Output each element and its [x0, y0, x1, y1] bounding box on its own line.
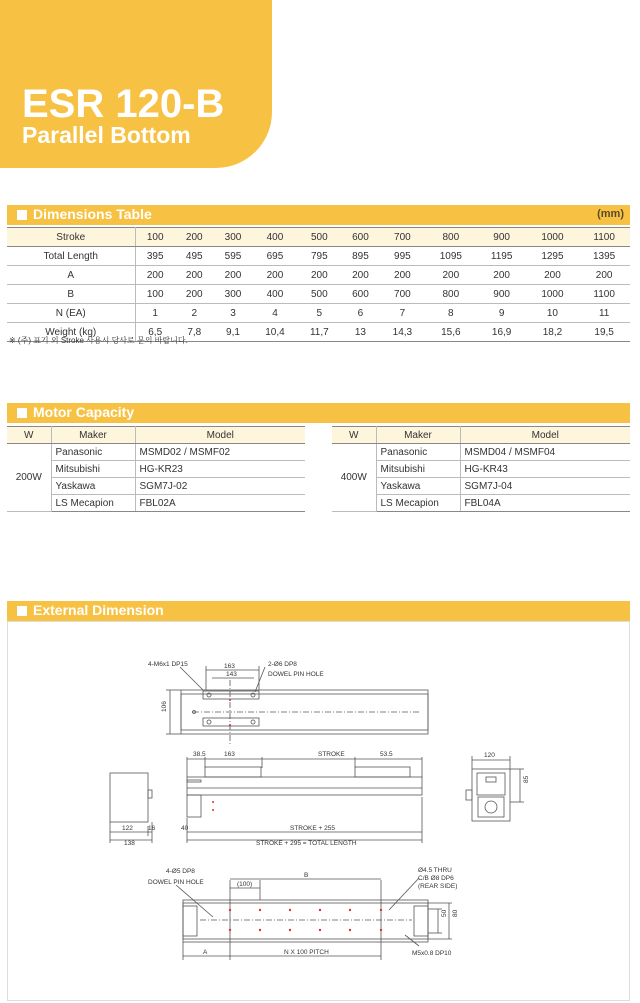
external-title: External Dimension [33, 602, 164, 618]
header-model: Model [460, 427, 630, 444]
dimension-cell: 400 [252, 228, 297, 247]
dimension-cell: 2 [175, 304, 214, 323]
bottom-b: B [304, 872, 309, 879]
model-cell: HG-KR43 [460, 461, 630, 478]
dimension-cell: 895 [341, 247, 380, 266]
dimension-cell: 595 [214, 247, 253, 266]
dimension-cell: 900 [477, 228, 527, 247]
row-label: A [7, 266, 135, 285]
dimension-cell: 200 [341, 266, 380, 285]
dimension-cell: 1100 [578, 228, 630, 247]
dimension-cell: 700 [380, 285, 425, 304]
dimension-cell: 500 [298, 228, 341, 247]
dimension-cell: 8 [425, 304, 477, 323]
dimension-cell: 1195 [477, 247, 527, 266]
maker-cell: LS Mecapion [51, 495, 135, 512]
side-stroke: STROKE [318, 751, 345, 758]
header-w: W [7, 427, 51, 444]
bottom-d100: (100) [237, 881, 253, 888]
left-d16: 16 [148, 825, 156, 832]
bottom-thru: Ø4.5 THRU [418, 867, 452, 874]
dimension-cell: 800 [425, 285, 477, 304]
dimension-cell: 300 [214, 228, 253, 247]
maker-cell: Yaskawa [376, 478, 460, 495]
row-label: Total Length [7, 247, 135, 266]
model-cell: SGM7J-04 [460, 478, 630, 495]
dimension-cell: 6 [341, 304, 380, 323]
dimension-cell: 1395 [578, 247, 630, 266]
dimension-cell: 6,5 [135, 323, 175, 342]
row-label: N (EA) [7, 304, 135, 323]
model-cell: MSMD02 / MSMF02 [135, 444, 305, 461]
row-label: Stroke [7, 228, 135, 247]
dimension-cell: 7 [380, 304, 425, 323]
dimension-cell: 200 [252, 266, 297, 285]
end-d85: 85 [523, 775, 530, 783]
dimension-cell: 200 [214, 266, 253, 285]
bottom-d80: 80 [452, 909, 459, 917]
dimension-cell: 1095 [425, 247, 477, 266]
end-d120: 120 [484, 752, 495, 759]
dimension-cell: 4 [252, 304, 297, 323]
model-title: ESR 120-B [22, 82, 225, 126]
dimension-cell: 200 [425, 266, 477, 285]
model-cell: SGM7J-02 [135, 478, 305, 495]
dimension-cell: 600 [341, 228, 380, 247]
dimension-cell: 795 [298, 247, 341, 266]
dimension-cell: 700 [380, 228, 425, 247]
dimension-cell: 995 [380, 247, 425, 266]
header-maker: Maker [376, 427, 460, 444]
left-view-body [110, 773, 148, 822]
bottom-a: A [203, 949, 208, 956]
maker-cell: Panasonic [51, 444, 135, 461]
dimension-cell: 100 [135, 228, 175, 247]
row-label: Weight (kg) [7, 323, 135, 342]
dimension-cell: 7,8 [175, 323, 214, 342]
bottom-cb: C/B Ø8 DP6 [418, 875, 454, 882]
dimension-cell: 600 [341, 285, 380, 304]
model-cell: FBL04A [460, 495, 630, 512]
side-d163: 163 [224, 751, 235, 758]
bottom-pitch: N X 100 PITCH [284, 949, 329, 956]
model-subtitle: Parallel Bottom [22, 122, 191, 148]
maker-cell: Yaskawa [51, 478, 135, 495]
dimension-cell: 18,2 [527, 323, 579, 342]
dimension-cell: 13 [341, 323, 380, 342]
dimension-cell: 1100 [578, 285, 630, 304]
dimension-cell: 5 [298, 304, 341, 323]
maker-cell: Panasonic [376, 444, 460, 461]
dimension-cell: 200 [578, 266, 630, 285]
top-pin-label-2: DOWEL PIN HOLE [268, 671, 324, 678]
header-maker: Maker [51, 427, 135, 444]
dimension-cell: 15,6 [425, 323, 477, 342]
dimension-cell: 10,4 [252, 323, 297, 342]
side-d535: 53.5 [380, 751, 393, 758]
dimension-cell: 1295 [527, 247, 579, 266]
dimension-cell: 1 [135, 304, 175, 323]
dimension-cell: 100 [135, 285, 175, 304]
dimension-cell: 9,1 [214, 323, 253, 342]
dimension-cell: 9 [477, 304, 527, 323]
dimension-cell: 1000 [527, 228, 579, 247]
left-d138: 138 [124, 840, 135, 847]
model-cell: MSMD04 / MSMF04 [460, 444, 630, 461]
dimension-cell: 10 [527, 304, 579, 323]
bottom-m5: M5x0.8 DP10 [412, 950, 452, 957]
side-d385: 38.5 [193, 751, 206, 758]
wattage-cell: 200W [7, 444, 51, 512]
motor-title: Motor Capacity [33, 404, 135, 420]
maker-cell: Mitsubishi [51, 461, 135, 478]
dimension-cell: 900 [477, 285, 527, 304]
header-w: W [332, 427, 376, 444]
dimension-cell: 200 [380, 266, 425, 285]
dimension-cell: 1000 [527, 285, 579, 304]
dimension-cell: 3 [214, 304, 253, 323]
bottom-pin-label-2: DOWEL PIN HOLE [148, 879, 204, 886]
side-view-body [187, 777, 422, 795]
dimension-cell: 200 [175, 285, 214, 304]
stroke-note: ※ (주) 표기 외 Stroke 사용시 당사로 문의 바랍니다. [9, 336, 188, 345]
unit-label: (mm) [597, 208, 624, 220]
dimension-cell: 200 [527, 266, 579, 285]
maker-cell: LS Mecapion [376, 495, 460, 512]
bottom-pin-label: 4-Ø5 DP8 [166, 868, 195, 875]
top-d143: 143 [226, 671, 237, 678]
dimension-cell: 11 [578, 304, 630, 323]
header-model: Model [135, 427, 305, 444]
dimension-cell: 16,9 [477, 323, 527, 342]
dimension-cell: 200 [175, 266, 214, 285]
dimension-cell: 19,5 [578, 323, 630, 342]
dimensions-title: Dimensions Table [33, 206, 152, 222]
dimension-cell: 500 [298, 285, 341, 304]
dimension-cell: 800 [425, 228, 477, 247]
dimension-cell: 14,3 [380, 323, 425, 342]
wattage-cell: 400W [332, 444, 376, 512]
bottom-view-body [183, 900, 428, 942]
top-d163: 163 [224, 663, 235, 670]
maker-cell: Mitsubishi [376, 461, 460, 478]
dimension-cell: 200 [477, 266, 527, 285]
side-stroke-255: STROKE + 255 [290, 825, 335, 832]
top-pin-label: 2-Ø6 DP8 [268, 661, 297, 668]
dimension-cell: 400 [252, 285, 297, 304]
side-d40: 40 [181, 825, 189, 832]
row-label: B [7, 285, 135, 304]
side-total-length: STROKE + 295 = TOTAL LENGTH [256, 840, 357, 847]
dimension-cell: 695 [252, 247, 297, 266]
dimension-cell: 200 [175, 228, 214, 247]
model-cell: FBL02A [135, 495, 305, 512]
top-tap-label: 4-M6x1 DP15 [148, 661, 188, 668]
dimension-cell: 11,7 [298, 323, 341, 342]
dimension-cell: 395 [135, 247, 175, 266]
left-d122: 122 [122, 825, 133, 832]
dimension-cell: 300 [214, 285, 253, 304]
bottom-d50: 50 [441, 909, 448, 917]
bottom-rear: (REAR SIDE) [418, 883, 458, 890]
dimension-cell: 495 [175, 247, 214, 266]
top-h106: 106 [161, 701, 168, 712]
dimension-cell: 200 [135, 266, 175, 285]
dimension-cell: 200 [298, 266, 341, 285]
model-cell: HG-KR23 [135, 461, 305, 478]
